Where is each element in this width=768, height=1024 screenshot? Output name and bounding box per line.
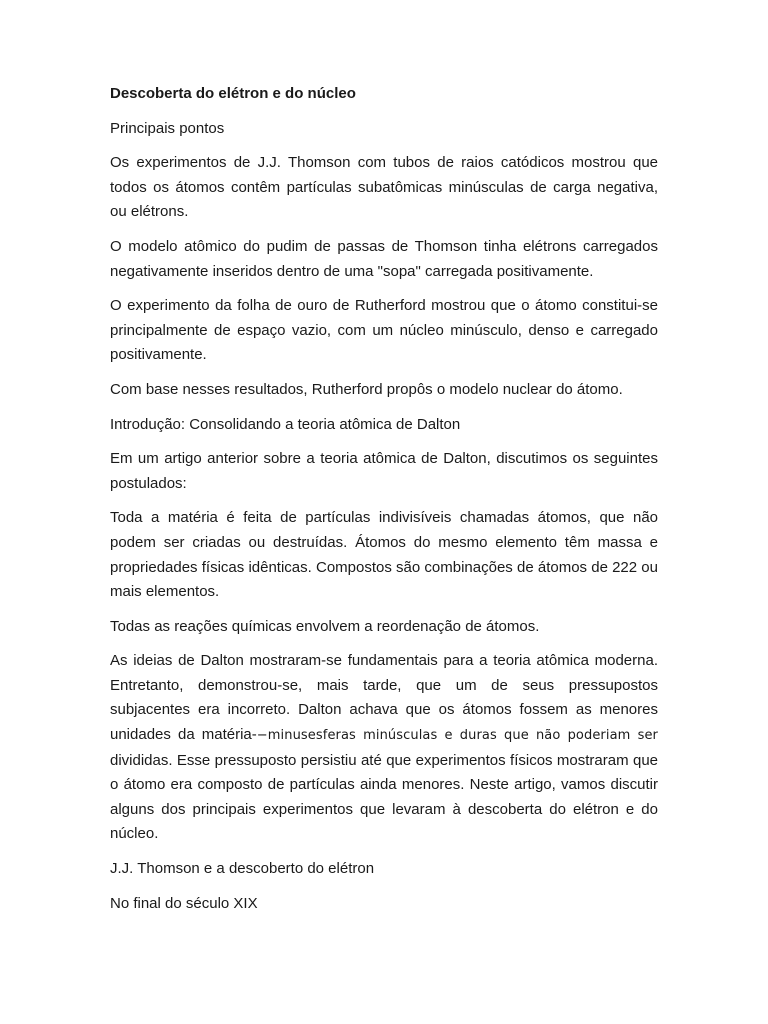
paragraph-gold-foil: O experimento da folha de ouro de Rutherford mostrou que o átomo constitui-se principalmente de espaço vazio, com um núcleo minúsculo, denso e carregado positivamente. [110, 297, 658, 364]
paragraph-chemical-reactions: Todas as reações químicas envolvem a reordenação de átomos. [110, 617, 540, 635]
paragraph-dalton-ideas [110, 649, 658, 847]
thomson-heading: J.J. Thomson e a descoberto do elétron [110, 860, 375, 878]
paragraph-dalton-ideas-part1: As ideias de Dalton mostraram-se fundamentais para a teoria atômica moderna. Entretanto, demonstrou-se, mais tarde, que um de seus pressupostos subjacentes era incorreto. Dalton achava que os átomos fossem as menores unidades da matéria- [110, 652, 658, 744]
paragraph-dalton-postulates: Toda a matéria é feita de partículas indivisíveis chamadas átomos, que não podem ser criadas ou destruídas. Átomos do mesmo elemento têm massa e propriedades físicas idênticas. Compostos são combinações de átomos de 222 ou mais elementos. [110, 509, 658, 601]
paragraph-plum-pudding: O modelo atômico do pudim de passas de Thomson tinha elétrons carregados negativamente inseridos dentro de uma "sopa" carregada positivamente. [110, 237, 658, 280]
paragraph-nuclear-model: Com base nesses resultados, Rutherford propôs o modelo nuclear do átomo. [110, 380, 623, 398]
intro-heading: Introdução: Consolidando a teoria atômica de Dalton [110, 415, 461, 433]
paragraph-dalton-ideas-inline: −minusesferas minúsculas e duras que não poderiam ser [256, 728, 658, 744]
paragraph-dalton-article: Em um artigo anterior sobre a teoria atômica de Dalton, discutimos os seguintes postulados: [110, 450, 658, 492]
key-points-heading: Principais pontos [110, 119, 225, 137]
paragraph-thomson-experiments: Os experimentos de J.J. Thomson com tubos de raios catódicos mostrou que todos os átomos contêm partículas subatômicas minúsculas de carga negativa, ou elétrons. [110, 154, 658, 221]
paragraph-dalton-ideas-part2: divididas. Esse pressuposto persistiu até que experimentos físicos mostraram que o átomo era composto de partículas ainda menores. Neste artigo, vamos discutir alguns dos principais experimentos que levaram à descoberta do elétron e do núcleo. [110, 751, 658, 843]
document-page [110, 80, 658, 926]
document-title: Descoberta do elétron e do núcleo [110, 85, 356, 102]
paragraph-nineteenth-century: No final do século XIX [110, 894, 258, 912]
